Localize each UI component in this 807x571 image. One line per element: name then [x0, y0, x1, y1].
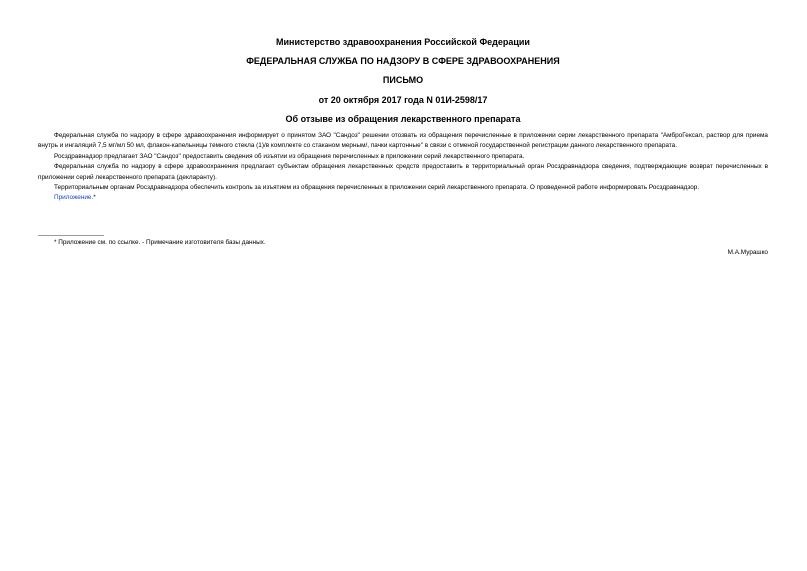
body-paragraph: Федеральная служба по надзору в сфере здравоохранения информирует о принятом ЗАО "Сандоз" решении отозвать из обращения перечисленные в приложении серии лекарственного препарата "АмброГексал, раствор для приема внутрь и ингаляций 7,5 мг/мл 50 мл, флакон-капельницы темного стекла (1)/в комплекте со стаканом мерным/, пачки картонные" в связи с отменой государственной регистрации данного лекарственного препарата.	[38, 132, 768, 150]
body-paragraph: Территориальным органам Росздравнадзора обеспечить контроль за изъятием из обращения перечисленных в приложении серий лекарственного препарата. О проведенной работе информировать Росздравнадзор.	[54, 184, 700, 192]
ministry-heading: Министерство здравоохранения Российской Федерации	[276, 37, 530, 47]
body-paragraph: Росздравнадзор предлагает ЗАО "Сандоз" предоставить сведения об изъятии из обращения перечисленных в приложении серий лекарственного препарата.	[54, 152, 525, 160]
attachment-link[interactable]: Приложение.	[54, 194, 94, 202]
signature-name: М.А.Мурашко	[727, 249, 768, 256]
document-date-number: от 20 октября 2017 года N 01И-2598/17	[318, 95, 488, 105]
footnote-divider	[38, 235, 104, 236]
service-heading: ФЕДЕРАЛЬНАЯ СЛУЖБА ПО НАДЗОРУ В СФЕРЕ ЗДРАВООХРАНЕНИЯ	[246, 56, 560, 66]
body-paragraph: Федеральная служба по надзору в сфере здравоохранения предлагает субъектам обращения лекарственных средств предоставить в территориальный орган Росздравнадзора сведения, подтверждающие возврат перечисленных в приложении серий лекарственного препарата (декларанту).	[38, 163, 768, 181]
footnote-text: * Приложение см. по ссылке. - Примечание изготовителя базы данных.	[54, 239, 266, 246]
document-type-heading: ПИСЬМО	[382, 75, 424, 85]
letter-body	[38, 131, 768, 204]
document-subject: Об отзыве из обращения лекарственного препарата	[285, 114, 521, 124]
attachment-line	[38, 193, 768, 203]
attachment-footnote-mark: *	[93, 194, 96, 202]
